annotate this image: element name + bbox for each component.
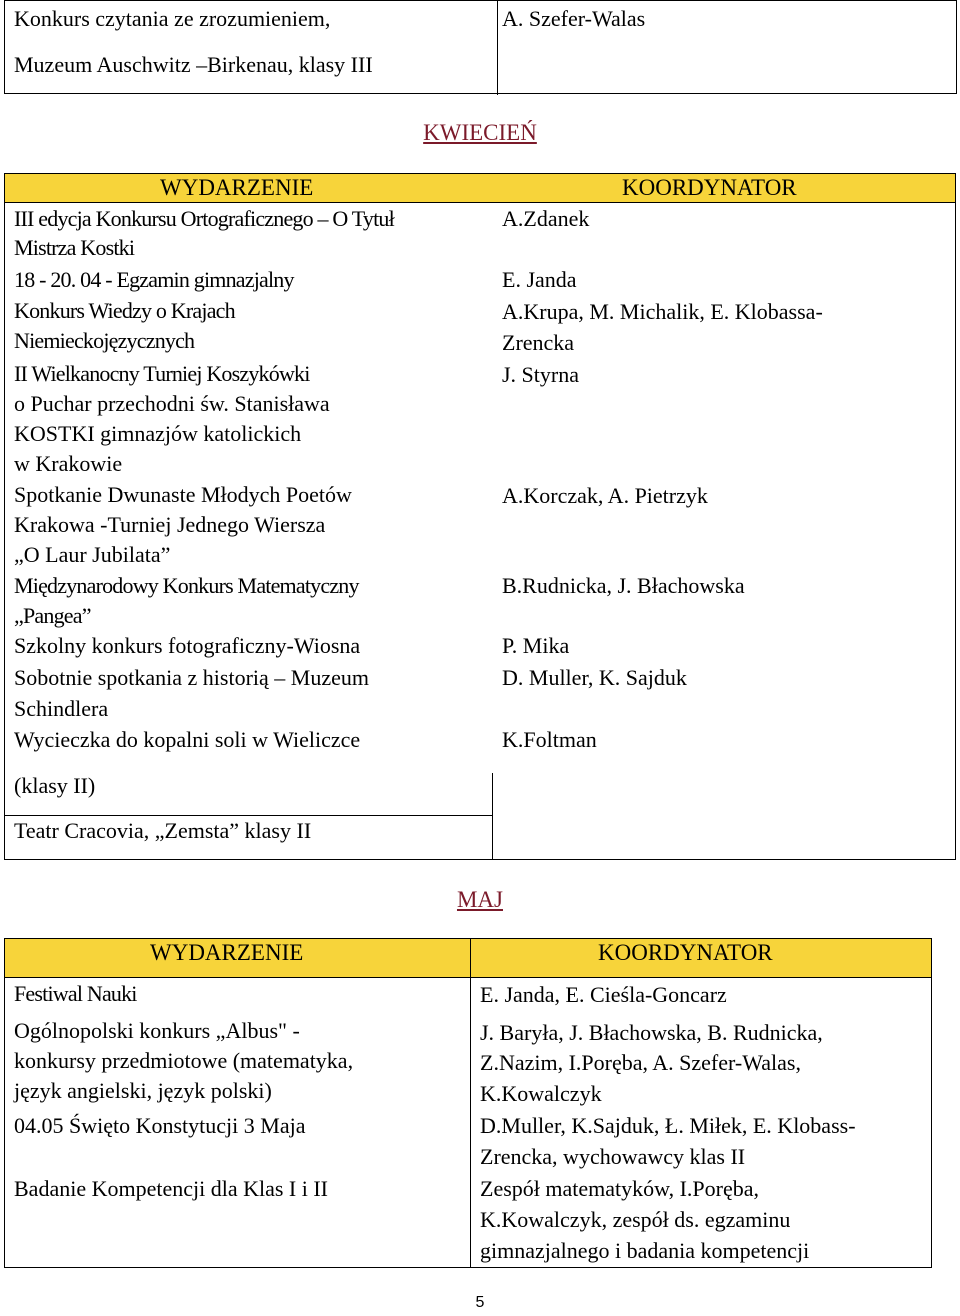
event-line: Spotkanie Dwunaste Młodych Poetów <box>14 482 352 507</box>
event-line: w Krakowie <box>14 451 123 476</box>
coordinator-line: K.Kowalczyk <box>480 1081 602 1106</box>
coordinator-line: P. Mika <box>502 633 570 658</box>
coordinator-line: A.Zdanek <box>502 206 590 231</box>
event-line: konkursy przedmiotowe (matematyka, <box>14 1048 354 1073</box>
event-line: Konkurs czytania ze zrozumieniem, <box>14 6 331 31</box>
event-line: „O Laur Jubilata” <box>14 542 171 567</box>
coordinator-line: A.Korczak, A. Pietrzyk <box>502 483 708 508</box>
event-line: o Puchar przechodni św. Stanisława <box>14 391 330 416</box>
event-line: Festiwal Nauki <box>14 981 137 1006</box>
event-line: Mistrza Kostki <box>14 235 135 260</box>
event-line: Wycieczka do kopalni soli w Wieliczce <box>14 727 361 752</box>
coordinator-line: Zrencka, wychowawcy klas II <box>480 1144 746 1169</box>
coordinator-line: A. Szefer-Walas <box>502 6 646 31</box>
event-line: KOSTKI gimnazjów katolickich <box>14 421 302 446</box>
header-coordinator: KOORDYNATOR <box>598 940 773 965</box>
coordinator-line: gimnazjalnego i badania kompetencji <box>480 1238 810 1263</box>
coordinator-line: K.Kowalczyk, zespół ds. egzaminu <box>480 1207 791 1232</box>
coordinator-line: K.Foltman <box>502 727 597 752</box>
coordinator-line: A.Krupa, M. Michalik, E. Klobassa- <box>502 299 823 324</box>
event-line: „Pangea” <box>14 603 91 628</box>
coordinator-line: E. Janda, E. Cieśla-Goncarz <box>480 982 727 1007</box>
event-line: 04.05 Święto Konstytucji 3 Maja <box>14 1113 306 1138</box>
table-header-april <box>4 173 956 203</box>
event-line: Schindlera <box>14 696 109 721</box>
event-line: Krakowa -Turniej Jednego Wiersza <box>14 512 326 537</box>
coordinator-line: E. Janda <box>502 267 577 292</box>
header-coordinator: KOORDYNATOR <box>622 175 797 200</box>
coordinator-line: Zespół matematyków, I.Poręba, <box>480 1176 759 1201</box>
event-line: Konkurs Wiedzy o Krajach <box>14 298 235 323</box>
event-line: Międzynarodowy Konkurs Matematyczny <box>14 573 359 598</box>
header-event: WYDARZENIE <box>160 175 314 200</box>
event-line: 18 - 20. 04 - Egzamin gimnazjalny <box>14 267 294 292</box>
header-event: WYDARZENIE <box>150 940 304 965</box>
event-line: Teatr Cracovia, „Zemsta” klasy II <box>14 818 312 843</box>
page-number: 5 <box>475 1294 485 1311</box>
event-line: II Wielkanocny Turniej Koszykówki <box>14 361 310 386</box>
event-line: Badanie Kompetencji dla Klas I i II <box>14 1176 329 1201</box>
coordinator-line: D. Muller, K. Sajduk <box>502 665 687 690</box>
event-line: Muzeum Auschwitz –Birkenau, klasy III <box>14 52 373 77</box>
coordinator-line: Zrencka <box>502 330 575 355</box>
event-line: Sobotnie spotkania z historią – Muzeum <box>14 665 369 690</box>
column-divider <box>492 773 493 860</box>
section-heading-may: MAJ <box>456 887 503 912</box>
column-divider <box>470 938 471 1268</box>
event-line: język angielski, język polski) <box>14 1078 272 1103</box>
event-line: Niemieckojęzycznych <box>14 328 195 353</box>
coordinator-line: D.Muller, K.Sajduk, Ł. Miłek, E. Klobass- <box>480 1113 856 1138</box>
event-line: Szkolny konkurs fotograficzny-Wiosna <box>14 633 361 658</box>
coordinator-line: J. Styrna <box>502 362 579 387</box>
coordinator-line: Z.Nazim, I.Poręba, A. Szefer-Walas, <box>480 1050 801 1075</box>
event-line: (klasy II) <box>14 773 96 798</box>
event-line: III edycja Konkursu Ortograficznego – O Tytuł <box>14 206 394 231</box>
section-heading-april: KWIECIEŃ <box>423 120 537 145</box>
event-line: Ogólnopolski konkurs „Albus" - <box>14 1018 300 1043</box>
coordinator-line: J. Baryła, J. Błachowska, B. Rudnicka, <box>480 1020 823 1045</box>
coordinator-line: B.Rudnicka, J. Błachowska <box>502 573 745 598</box>
